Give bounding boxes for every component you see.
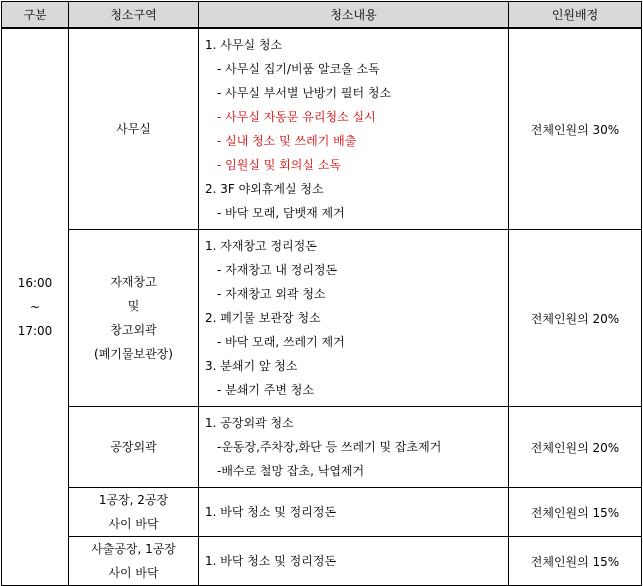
task-item: 1. 바닥 청소 및 정리정돈 (205, 554, 337, 568)
zone-label: 창고외곽 (110, 323, 157, 337)
time-end: 17:00 (17, 324, 53, 338)
zone-label: 사이 바닥 (108, 517, 159, 531)
assignment-cell: 전체인원의 30% (509, 28, 642, 230)
content-cell (199, 537, 509, 586)
task-subitem: - 사무실 자동문 유리청소 실시 (217, 110, 376, 124)
table-row (2, 537, 642, 586)
zone-label: 자재창고 (110, 275, 157, 289)
task-item: 1. 사무실 청소 (205, 38, 283, 52)
time-sep: ~ (29, 300, 41, 314)
assignment-cell: 전체인원의 20% (509, 407, 642, 488)
table-row (2, 407, 642, 488)
zone-label: 사무실 (116, 122, 151, 136)
content-cell (199, 488, 509, 537)
content-cell (199, 230, 509, 407)
task-item: 3. 분쇄기 앞 청소 (205, 359, 298, 373)
assignment-cell: 전체인원의 20% (509, 230, 642, 407)
zone-cell (69, 537, 199, 586)
task-subitem: - 분쇄기 주변 청소 (217, 383, 314, 397)
task-item: 1. 바닥 청소 및 정리정돈 (205, 505, 337, 519)
task-subitem: - 자재창고 외곽 청소 (217, 287, 326, 301)
task-item: 1. 자재창고 정리정돈 (205, 239, 317, 253)
header-row (2, 2, 642, 29)
task-subitem: -운동장,주차장,화단 등 쓰레기 및 잡초제거 (217, 440, 442, 454)
zone-cell (69, 407, 199, 488)
zone-cell (69, 230, 199, 407)
task-subitem: - 바닥 모래, 담뱃재 제거 (217, 206, 345, 220)
content-cell (199, 28, 509, 230)
zone-label: 사출공장, 1공장 (91, 542, 176, 556)
task-subitem: - 사무실 부서별 난방기 필터 청소 (217, 86, 392, 100)
assignment-cell: 전체인원의 15% (509, 537, 642, 586)
time-start: 16:00 (17, 276, 53, 290)
task-item: 2. 폐기물 보관장 청소 (205, 311, 321, 325)
time-cell (2, 28, 69, 586)
task-subitem: -배수로 철망 잡초, 낙엽제거 (217, 464, 365, 478)
zone-label: 공장외곽 (110, 440, 157, 454)
header-division: 구분 (2, 2, 69, 29)
header-content: 청소내용 (199, 2, 509, 29)
task-subitem: - 사무실 집기/비품 알코올 소독 (217, 62, 380, 76)
task-item: 1. 공장외곽 청소 (205, 416, 294, 430)
task-subitem: - 임원실 및 회의실 소독 (217, 158, 341, 172)
task-item: 2. 3F 야외휴게실 청소 (205, 182, 324, 196)
zone-label: 사이 바닥 (108, 566, 159, 580)
task-subitem: - 바닥 모래, 쓰레기 제거 (217, 335, 345, 349)
header-zone: 청소구역 (69, 2, 199, 29)
zone-label: 및 (127, 299, 140, 313)
header-assignment: 인원배정 (509, 2, 642, 29)
table-row (2, 488, 642, 537)
zone-cell (69, 28, 199, 230)
zone-label: (폐기물보관장) (94, 347, 173, 361)
task-subitem: - 실내 청소 및 쓰레기 배출 (217, 134, 357, 148)
zone-cell (69, 488, 199, 537)
assignment-cell: 전체인원의 15% (509, 488, 642, 537)
cleaning-schedule-table (1, 1, 642, 586)
task-subitem: - 자재창고 내 정리정돈 (217, 263, 338, 277)
table-row (2, 28, 642, 230)
table-body (2, 28, 642, 586)
zone-label: 1공장, 2공장 (98, 493, 169, 507)
table-row (2, 230, 642, 407)
content-cell (199, 407, 509, 488)
